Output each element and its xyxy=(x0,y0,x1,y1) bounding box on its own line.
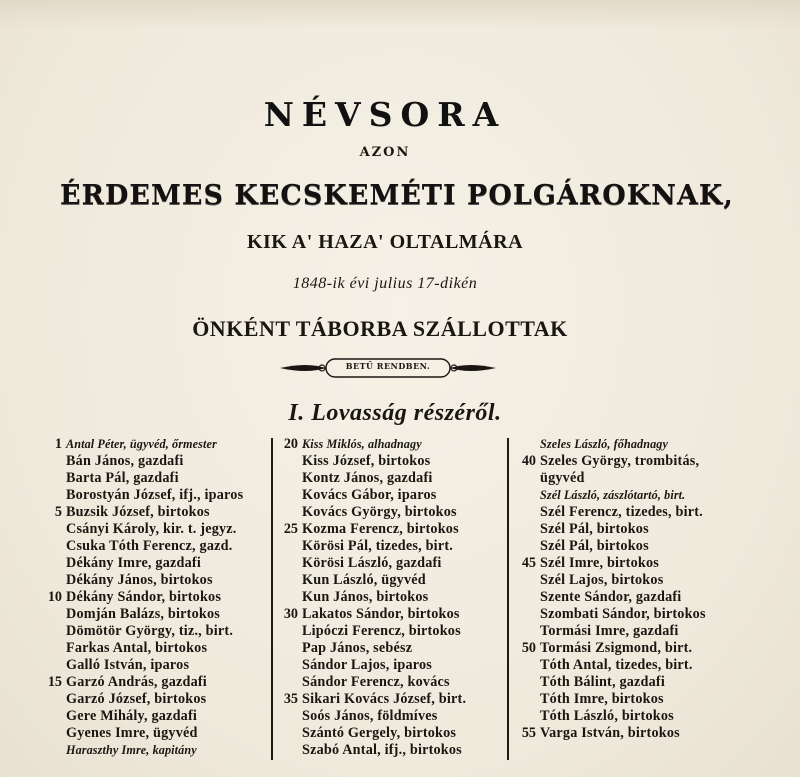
list-item-name: Tóth László, birtokos xyxy=(540,708,674,724)
title-line-haza: KIK A' HAZA' OLTALMÁRA xyxy=(246,231,524,253)
list-item xyxy=(512,589,752,606)
list-item xyxy=(512,470,752,487)
list-item-name: Kiss József, birtokos xyxy=(302,453,431,469)
list-item xyxy=(512,453,752,470)
list-item-name: Kovács György, birtokos xyxy=(302,504,457,520)
list-item-number: 30 xyxy=(283,606,298,622)
list-item xyxy=(512,538,752,555)
list-item-number: 1 xyxy=(54,436,62,452)
list-item xyxy=(38,470,268,487)
list-item xyxy=(512,504,752,521)
list-item xyxy=(38,589,268,606)
list-item xyxy=(512,623,752,640)
list-item-number: 35 xyxy=(283,691,298,707)
name-column-1 xyxy=(38,436,268,759)
title-line-taborba: ÖNKÉNT TÁBORBA SZÁLLOTTAK xyxy=(192,316,568,341)
list-item-name: Kun László, ügyvéd xyxy=(302,572,426,588)
list-item xyxy=(512,436,752,453)
ornament-banner xyxy=(278,356,498,380)
list-item-name: Buzsik József, birtokos xyxy=(66,504,210,520)
list-item xyxy=(512,640,752,657)
list-item-name: Haraszthy Imre, kapitány xyxy=(66,743,197,757)
list-item-name: Antal Péter, ügyvéd, őrmester xyxy=(66,437,217,451)
list-item xyxy=(512,708,752,725)
title-line-polgaroknak: ÉRDEMES KECSKEMÉTI POLGÁROKNAK, xyxy=(60,180,734,211)
list-item xyxy=(38,674,268,691)
list-item-name: Kozma Ferencz, birtokos xyxy=(302,521,459,537)
list-item-name: Kun János, birtokos xyxy=(302,589,429,605)
list-item-number: 20 xyxy=(283,436,298,452)
list-item-name: Sándor Ferencz, kovács xyxy=(302,674,450,690)
list-item-name: Garzó András, gazdafi xyxy=(66,674,207,690)
list-item xyxy=(274,725,504,742)
list-item xyxy=(274,555,504,572)
list-item xyxy=(274,572,504,589)
list-item-name: Pap János, sebész xyxy=(302,640,413,656)
list-item-name: Sándor Lajos, iparos xyxy=(302,657,433,673)
list-item-name: Tormási Imre, gazdafi xyxy=(540,623,679,639)
list-item-name: Szél Ferencz, tizedes, birt. xyxy=(540,504,703,520)
list-item-name: Szél Pál, birtokos xyxy=(540,538,649,554)
title-line-date: 1848-ik évi julius 17-dikén xyxy=(292,275,478,292)
list-item xyxy=(38,606,268,623)
list-item-name: Körösi László, gazdafi xyxy=(302,555,442,571)
list-item xyxy=(274,623,504,640)
list-item-name: Szente Sándor, gazdafi xyxy=(540,589,682,605)
list-item-name: Dékány Sándor, birtokos xyxy=(66,589,222,605)
list-item-name: Dömötör György, tiz., birt. xyxy=(66,623,234,639)
list-item-name: Barta Pál, gazdafi xyxy=(66,470,179,486)
list-item-name: Szél László, zászlótartó, birt. xyxy=(540,488,686,502)
list-item-number: 5 xyxy=(54,504,62,520)
name-column-2 xyxy=(274,436,504,759)
list-item xyxy=(274,538,504,555)
name-column-3 xyxy=(512,436,752,742)
list-item xyxy=(38,708,268,725)
list-item-name: Dékány Imre, gazdafi xyxy=(66,555,201,571)
list-item xyxy=(512,572,752,589)
list-item-number: 15 xyxy=(47,674,62,690)
list-item xyxy=(274,674,504,691)
list-item xyxy=(512,521,752,538)
list-item xyxy=(38,538,268,555)
list-item xyxy=(274,640,504,657)
list-item-number: 40 xyxy=(521,453,536,469)
list-item xyxy=(38,623,268,640)
list-item-name: Varga István, birtokos xyxy=(540,725,680,741)
list-item-number: 45 xyxy=(521,555,536,571)
list-item-name: Szabó Antal, ifj., birtokos xyxy=(302,742,462,758)
list-item xyxy=(512,555,752,572)
list-item-name: Szántó Gergely, birtokos xyxy=(302,725,457,741)
list-item xyxy=(274,589,504,606)
list-item-name: Soós János, földmíves xyxy=(302,708,438,724)
list-item-name: Sikari Kovács József, birt. xyxy=(302,691,467,707)
list-item-name: Bán János, gazdafi xyxy=(66,453,184,469)
list-item-name: Domján Balázs, birtokos xyxy=(66,606,220,622)
document-title: NÉVSORA xyxy=(263,95,507,134)
list-item xyxy=(274,453,504,470)
list-item-name: Borostyán József, ifj., iparos xyxy=(66,487,244,503)
list-item xyxy=(274,691,504,708)
list-item-name: Kovács Gábor, iparos xyxy=(302,487,437,503)
list-item xyxy=(38,691,268,708)
list-item-name: Gere Mihály, gazdafi xyxy=(66,708,198,724)
list-item xyxy=(38,657,268,674)
list-item xyxy=(274,742,504,759)
list-item-name: Körösi Pál, tizedes, birt. xyxy=(302,538,453,554)
list-item xyxy=(274,470,504,487)
list-item-name: ügyvéd xyxy=(540,470,585,486)
list-item-name: Tóth Bálint, gazdafi xyxy=(540,674,666,690)
list-item-name: Szeles György, trombitás, xyxy=(540,453,700,469)
list-item-name: Galló István, iparos xyxy=(66,657,190,673)
list-item-name: Csányi Károly, kir. t. jegyz. xyxy=(66,521,237,537)
list-item xyxy=(38,521,268,538)
column-divider xyxy=(271,438,273,760)
list-item xyxy=(512,725,752,742)
list-item xyxy=(38,504,268,521)
list-item xyxy=(38,453,268,470)
list-item xyxy=(274,487,504,504)
list-item-name: Farkas Antal, birtokos xyxy=(66,640,208,656)
list-item xyxy=(38,436,268,453)
list-item-name: Lipóczi Ferencz, birtokos xyxy=(302,623,461,639)
list-item-number: 55 xyxy=(521,725,536,741)
list-item xyxy=(274,708,504,725)
list-item xyxy=(274,436,504,453)
list-item xyxy=(512,657,752,674)
list-item-name: Garzó József, birtokos xyxy=(66,691,207,707)
list-item-name: Tóth Antal, tizedes, birt. xyxy=(540,657,693,673)
section-title: I. Lovasság részéről. xyxy=(288,400,502,426)
list-item xyxy=(38,555,268,572)
list-item-name: Tormási Zsigmond, birt. xyxy=(540,640,693,656)
ornament-label: BETŰ RENDBEN. xyxy=(345,361,431,371)
list-item xyxy=(512,691,752,708)
list-item-number: 10 xyxy=(47,589,62,605)
list-item xyxy=(274,521,504,538)
list-item xyxy=(512,606,752,623)
list-item xyxy=(274,606,504,623)
list-item-name: Szeles László, főhadnagy xyxy=(540,437,669,451)
list-item xyxy=(512,674,752,691)
list-item xyxy=(274,657,504,674)
list-item-name: Kiss Miklós, alhadnagy xyxy=(302,437,422,451)
list-item-number: 25 xyxy=(283,521,298,537)
list-item-name: Szombati Sándor, birtokos xyxy=(540,606,706,622)
list-item-name: Lakatos Sándor, birtokos xyxy=(302,606,460,622)
list-item xyxy=(38,725,268,742)
list-item-name: Szél Imre, birtokos xyxy=(540,555,659,571)
list-item-name: Csuka Tóth Ferencz, gazd. xyxy=(66,538,233,554)
list-item xyxy=(512,487,752,504)
list-item-name: Kontz János, gazdafi xyxy=(302,470,433,486)
list-item-number: 50 xyxy=(521,640,536,656)
list-item-name: Szél Lajos, birtokos xyxy=(540,572,664,588)
list-item xyxy=(38,487,268,504)
list-item xyxy=(274,504,504,521)
list-item-name: Tóth Imre, birtokos xyxy=(540,691,664,707)
list-item xyxy=(38,572,268,589)
list-item-name: Gyenes Imre, ügyvéd xyxy=(66,725,198,741)
list-item-name: Dékány János, birtokos xyxy=(66,572,213,588)
list-item xyxy=(38,640,268,657)
title-line-azon: AZON xyxy=(359,145,411,160)
paper-fold-shadow xyxy=(0,0,800,30)
list-item-name: Szél Pál, birtokos xyxy=(540,521,649,537)
list-item xyxy=(38,742,268,759)
column-divider xyxy=(507,438,509,760)
